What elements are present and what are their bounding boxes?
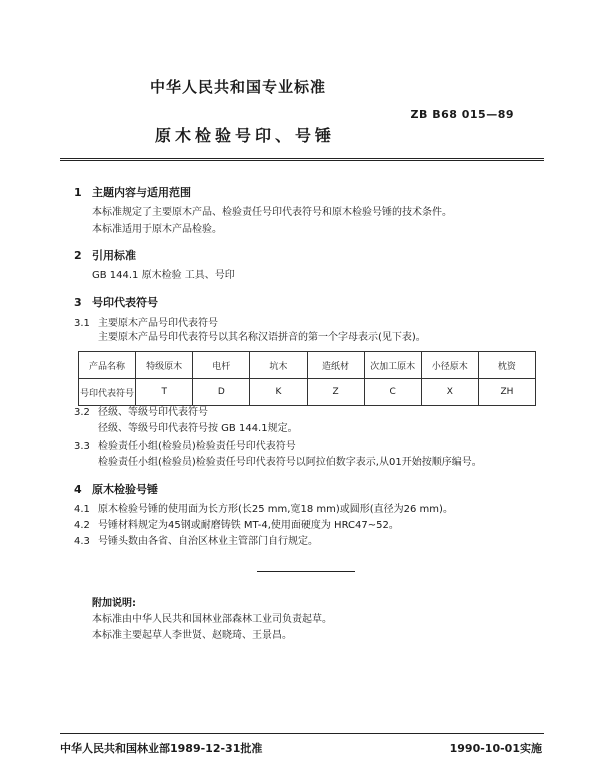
subsection-title: 径级、等级号印代表符号	[98, 407, 208, 418]
table-cell: 小径原木	[421, 352, 478, 379]
section-2-paragraph-1: GB 144.1 原木检验 工具、号印	[92, 270, 235, 281]
table-cell: 枕资	[478, 352, 535, 379]
table-cell: 造纸材	[307, 352, 364, 379]
section-number: 2	[74, 249, 82, 262]
table-cell: D	[193, 379, 250, 406]
section-title: 号印代表符号	[92, 296, 158, 309]
subsection-text: 原木检验号锤的使用面为长方形(长25 mm,宽18 mm)或圆形(直径为26 mm)。	[98, 504, 453, 515]
subsection-3-2-heading	[74, 406, 208, 420]
section-2-heading	[74, 247, 136, 263]
subsection-3-1-text: 主要原木产品号印代表符号以其名称汉语拼音的第一个字母表示(见下表)。	[98, 332, 426, 343]
subsection-number: 4.1	[74, 504, 90, 515]
standard-code: ZB B68 015—89	[410, 108, 514, 121]
subsection-text: 号锤头数由各省、自治区林业主管部门自行规定。	[98, 536, 318, 547]
table-cell: C	[364, 379, 421, 406]
subsection-title: 检验责任小组(检验员)检验责任号印代表符号	[98, 441, 296, 452]
section-number: 4	[74, 483, 82, 496]
table-cell: 次加工原木	[364, 352, 421, 379]
table-header-row	[79, 352, 536, 379]
effective-date: 1990-10-01实施	[449, 742, 542, 755]
subsection-number: 3.2	[74, 407, 90, 418]
subsection-3-3-text: 检验责任小组(检验员)检验责任号印代表符号以阿拉伯数字表示,从01开始按顺序编号。	[98, 457, 482, 468]
footer-rule	[60, 733, 544, 734]
subsection-number: 4.2	[74, 520, 90, 531]
section-1-paragraph-1: 本标准规定了主要原木产品、检验责任号印代表符号和原木检验号锤的技术条件。	[92, 207, 452, 218]
table-cell: X	[421, 379, 478, 406]
section-1-paragraph-2: 本标准适用于原木产品检验。	[92, 224, 222, 235]
symbol-table	[78, 351, 536, 406]
section-title: 原木检验号锤	[92, 483, 158, 496]
subsection-title: 主要原木产品号印代表符号	[98, 318, 218, 329]
section-number: 3	[74, 296, 82, 309]
table-cell: T	[136, 379, 193, 406]
section-divider	[257, 571, 355, 572]
table-cell: ZH	[478, 379, 535, 406]
table-cell: Z	[307, 379, 364, 406]
subsection-3-1-heading	[74, 317, 218, 331]
subsection-text: 号锤材料规定为45钢或耐磨铸铁 MT-4,使用面硬度为 HRC47~52。	[98, 520, 399, 531]
section-title: 主题内容与适用范围	[92, 186, 191, 199]
section-title: 引用标准	[92, 249, 136, 262]
subsection-number: 4.3	[74, 536, 90, 547]
section-4-heading	[74, 481, 158, 497]
subsection-number: 3.3	[74, 441, 90, 452]
section-number: 1	[74, 186, 82, 199]
title-rule-bottom	[60, 160, 544, 161]
subsection-3-2-text: 径级、等级号印代表符号按 GB 144.1规定。	[98, 423, 298, 434]
table-cell: 特级原木	[136, 352, 193, 379]
title-rule-top	[60, 158, 544, 159]
section-1-heading	[74, 184, 191, 200]
table-cell: 号印代表符号	[79, 379, 136, 406]
subsection-4-3	[74, 535, 318, 549]
table-cell: 电杆	[193, 352, 250, 379]
subsection-4-2	[74, 519, 399, 533]
notes-heading: 附加说明:	[92, 598, 136, 609]
document-title: 原木检验号印、号锤	[155, 126, 336, 145]
table-cell: 坑木	[250, 352, 307, 379]
subsection-number: 3.1	[74, 318, 90, 329]
issuing-authority-heading: 中华人民共和国专业标准	[150, 78, 327, 96]
subsection-3-3-heading	[74, 440, 296, 454]
section-3-heading	[74, 294, 158, 310]
subsection-4-1	[74, 503, 453, 517]
table-cell: K	[250, 379, 307, 406]
table-cell: 产品名称	[79, 352, 136, 379]
table-row	[79, 379, 536, 406]
notes-line-2: 本标准主要起草人李世贤、赵晓琦、王景昌。	[92, 630, 292, 641]
approval-info: 中华人民共和国林业部1989-12-31批准	[60, 742, 263, 755]
notes-line-1: 本标准由中华人民共和国林业部森林工业司负责起草。	[92, 614, 332, 625]
